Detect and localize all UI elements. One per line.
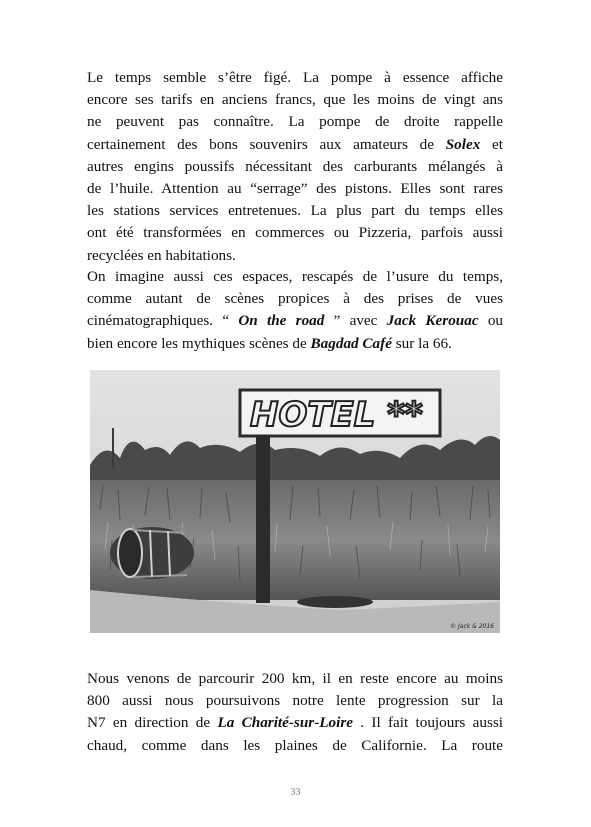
text-line: encore ses tarifs en anciens francs, que les moins de vingt ans [87, 91, 503, 109]
hotel-sign-text: HOTEL ** [250, 395, 423, 435]
emphasis-la-charite: La Charité-sur-Loire [217, 714, 353, 732]
text-run: et [480, 135, 503, 153]
text-line: Le temps semble s’être figé. La pompe à essence affiche [87, 69, 503, 86]
paragraph-journey [87, 668, 503, 757]
page-number: 33 [290, 787, 301, 798]
text-line: ont été transformées en commerces ou Pizzeria, parfois aussi [87, 224, 503, 242]
text-run: certainement des bons souvenirs aux amateurs de [87, 135, 446, 153]
emphasis-bagdad-cafe: Bagdad Café [310, 334, 392, 352]
text-line: comme autant de scènes propices à des prises de vues [87, 290, 503, 308]
text-run: sur la 66. [391, 334, 452, 352]
text-line: ne peuvent pas connaître. La pompe de droite rappelle [87, 113, 503, 131]
text-line: de l’huile. Attention au “serrage” des pistons. Elles sont rares [87, 180, 503, 198]
emphasis-jack-kerouac: Jack Kerouac [386, 312, 479, 330]
text-run: . Il fait toujours aussi [353, 714, 503, 732]
text-line: 800 aussi nous poursuivons notre lente progression sur la [87, 692, 503, 710]
text-line: autres engins poussifs nécessitant des carburants mélangés à [87, 157, 503, 175]
paragraph-intro [87, 67, 503, 267]
emphasis-on-the-road: On the road [238, 312, 325, 330]
text-line: Nous venons de parcourir 200 km, il en reste encore au moins [87, 670, 503, 687]
text-line [87, 333, 503, 355]
text-line [87, 310, 503, 332]
emphasis-solex: Solex [445, 135, 481, 153]
text-run: N7 en direction de [87, 714, 218, 732]
text-line [87, 134, 503, 156]
text-line: les stations services entretenues. La plus part du temps elles [87, 202, 503, 220]
barrel-illustration [110, 527, 194, 579]
text-line: recyclées en habitations. [87, 246, 236, 264]
hotel-sign-photo [90, 370, 500, 633]
photo-illustration [90, 370, 500, 633]
text-run: ou [478, 312, 504, 330]
text-line [87, 712, 503, 734]
text-line: On imagine aussi ces espaces, rescapés de l’usure du temps, [87, 268, 503, 285]
text-run: ” avec [324, 312, 387, 330]
hotel-sign [240, 390, 440, 436]
text-run: bien encore les mythiques scènes de [87, 334, 311, 352]
text-run: cinématographiques. “ [87, 312, 239, 330]
photo-credit: © Jack & 2016 [450, 623, 494, 630]
text-line: chaud, comme dans les plaines de Californie. La route [87, 736, 503, 754]
paragraph-cinema [87, 266, 503, 355]
